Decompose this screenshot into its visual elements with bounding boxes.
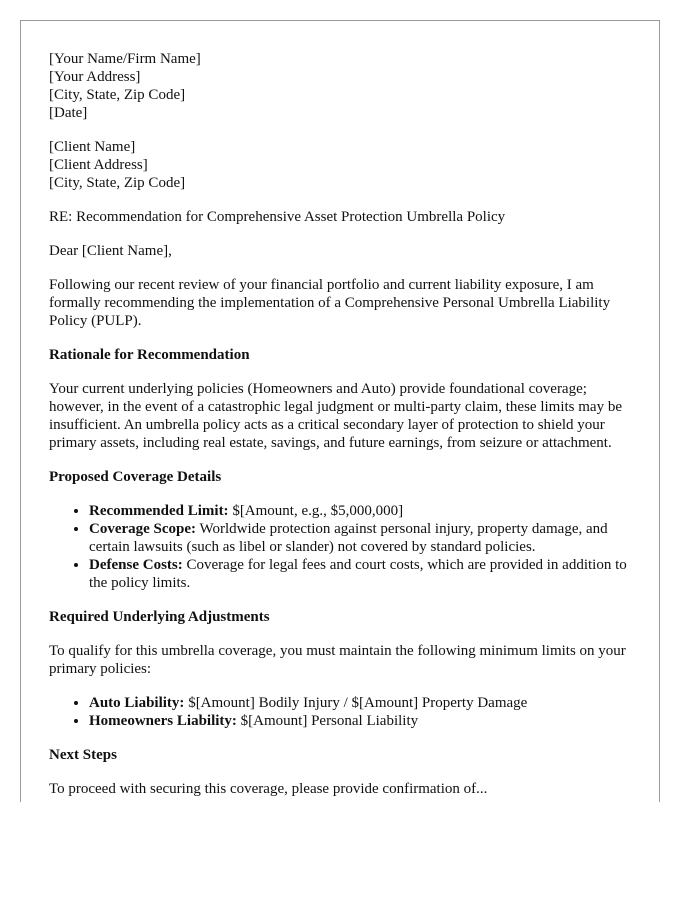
coverage-list [49,502,639,592]
letter-content [49,50,639,802]
letter-page [20,20,660,802]
recipient-city: [City, State, Zip Code] [49,175,186,191]
underlying-heading: Required Underlying Adjustments [49,609,270,625]
subject-line: RE: Recommendation for Comprehensive Asset Protection Umbrella Policy [49,209,506,225]
next-steps-heading: Next Steps [49,747,117,763]
underlying-list [49,694,639,730]
list-item-label: Auto Liability: [89,695,185,711]
sender-block [49,50,639,122]
list-item-label: Coverage Scope: [89,521,197,537]
underlying-paragraph: To qualify for this umbrella coverage, you must maintain the following minimum limits on your primary policies: [49,643,626,677]
sender-address: [Your Address] [49,69,141,85]
list-item-text: Worldwide protection against personal injury, property damage, and certain lawsuits (such as libel or slander) not covered by standard policies. [89,521,608,555]
list-item [89,556,639,592]
salutation: Dear [Client Name], [49,243,172,259]
rationale-heading: Rationale for Recommendation [49,347,250,363]
list-item-text: $[Amount] Bodily Injury / $[Amount] Property Damage [184,695,528,711]
list-item-text: $[Amount] Personal Liability [236,713,419,729]
list-item-text: $[Amount, e.g., $5,000,000] [228,503,404,519]
recipient-name: [Client Name] [49,139,136,155]
recipient-block [49,138,639,192]
list-item-label: Homeowners Liability: [89,713,237,729]
next-steps-paragraph: To proceed with securing this coverage, please provide confirmation of... [49,781,488,797]
list-item [89,694,639,712]
letter-date: [Date] [49,105,88,121]
rationale-paragraph: Your current underlying policies (Homeowners and Auto) provide foundational coverage; however, in the event of a catastrophic legal judgment or multi-party claim, these limits may be insufficient. An umbrella policy acts as a critical secondary layer of protection to shield your primary assets, including real estate, savings, and future earnings, from seizure or attachment. [49,381,622,451]
list-item [89,712,639,730]
sender-city: [City, State, Zip Code] [49,87,186,103]
list-item-label: Recommended Limit: [89,503,229,519]
intro-paragraph: Following our recent review of your financial portfolio and current liability exposure, I am formally recommending the implementation of a Comprehensive Personal Umbrella Liability Policy (PULP). [49,277,611,329]
list-item-label: Defense Costs: [89,557,183,573]
list-item-text: Coverage for legal fees and court costs, which are provided in addition to the policy limits. [89,557,627,591]
list-item [89,502,639,520]
recipient-address: [Client Address] [49,157,148,173]
coverage-heading: Proposed Coverage Details [49,469,222,485]
list-item [89,520,639,556]
sender-name: [Your Name/Firm Name] [49,51,201,67]
